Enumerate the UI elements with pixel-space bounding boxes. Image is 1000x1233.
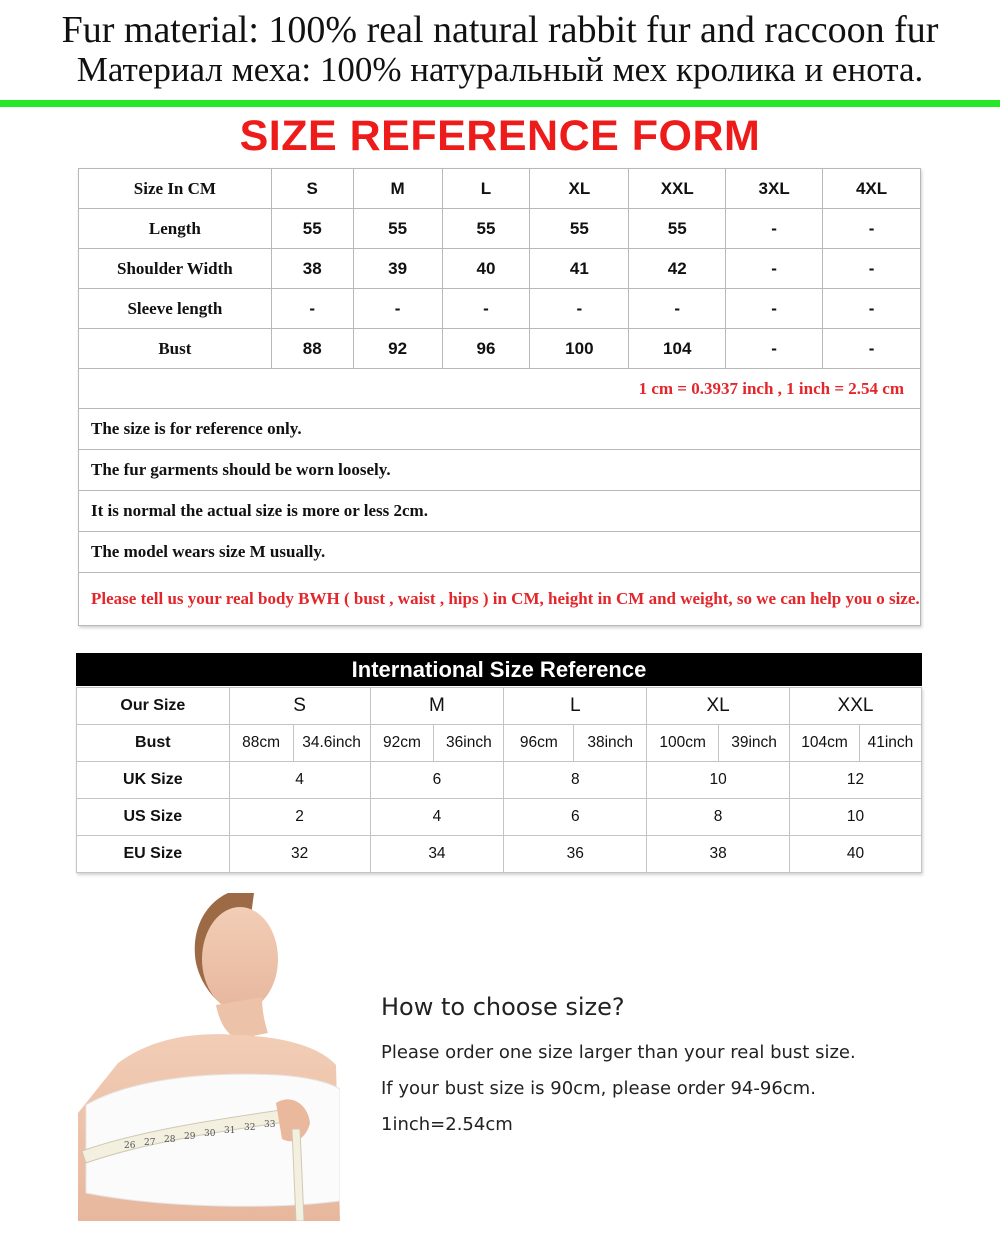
howto-line: If your bust size is 90cm, please order 94-96cm. [381, 1078, 816, 1099]
tape-number: 33 [264, 1120, 276, 1130]
row-label: Bust [77, 725, 230, 762]
table-cell: 41inch [859, 725, 921, 762]
table-cell: - [726, 329, 823, 369]
international-size-title: International Size Reference [76, 653, 922, 686]
table-cell: 96 [442, 329, 530, 369]
table-cell: 38 [647, 836, 790, 873]
table-cell: - [726, 209, 823, 249]
table-cell: 34.6inch [293, 725, 370, 762]
table-cell: 55 [271, 209, 353, 249]
row-label: Length [79, 209, 272, 249]
size-reference-title: SIZE REFERENCE FORM [239, 112, 761, 160]
table-cell: 42 [629, 249, 726, 289]
tape-number: 27 [144, 1138, 156, 1148]
how-to-choose-size [381, 993, 856, 1143]
note-worn-loosely: The fur garments should be worn loosely. [79, 450, 921, 491]
table-cell: 36 [504, 836, 647, 873]
howto-line: Please order one size larger than your real bust size. [381, 1042, 856, 1063]
table-cell: - [823, 289, 921, 329]
material-line-russian: Материал меха: 100% натуральный мех кролика и енота. [76, 50, 924, 89]
table-cell: 12 [790, 762, 922, 799]
table-header-row [79, 169, 921, 209]
table-cell: 88cm [229, 725, 293, 762]
table-cell: 6 [370, 762, 504, 799]
table-cell: - [823, 209, 921, 249]
intl-size-l: L [504, 688, 647, 725]
table-cell: 104 [629, 329, 726, 369]
table-cell: 55 [629, 209, 726, 249]
header-size-m: M [353, 169, 442, 209]
note-row [79, 532, 921, 573]
conversion-row [79, 369, 921, 409]
table-cell: - [442, 289, 530, 329]
note-row [79, 491, 921, 532]
intl-size-s: S [229, 688, 370, 725]
table-cell: - [629, 289, 726, 329]
note-measurement-request: Please tell us your real body BWH ( bust , waist , hips ) in CM, height in CM and weight, so we can help you o size. [79, 573, 921, 626]
intl-us-row [77, 799, 922, 836]
row-label: Shoulder Width [79, 249, 272, 289]
intl-header-row [77, 688, 922, 725]
table-cell: - [271, 289, 353, 329]
tape-number: 31 [224, 1126, 236, 1136]
howto-line: 1inch=2.54cm [381, 1114, 513, 1135]
table-cell: 38inch [574, 725, 647, 762]
table-cell: 40 [790, 836, 922, 873]
table-cell: 32 [229, 836, 370, 873]
table-cell: - [353, 289, 442, 329]
material-line-english: Fur material: 100% real natural rabbit fur and raccoon fur [61, 9, 939, 51]
bust-measurement-photo [78, 893, 340, 1221]
row-label: EU Size [77, 836, 230, 873]
table-cell: 4 [229, 762, 370, 799]
table-cell: 10 [647, 762, 790, 799]
fur-material-header [0, 0, 1000, 90]
note-size-tolerance: It is normal the actual size is more or less 2cm. [79, 491, 921, 532]
table-cell: 6 [504, 799, 647, 836]
howto-title: How to choose size? [381, 993, 625, 1021]
table-cell: 38 [271, 249, 353, 289]
row-label: Bust [79, 329, 272, 369]
unit-conversion-note: 1 cm = 0.3937 inch , 1 inch = 2.54 cm [79, 369, 921, 409]
table-cell: 10 [790, 799, 922, 836]
table-cell: 55 [353, 209, 442, 249]
table-cell: - [726, 289, 823, 329]
header-size-in-cm: Size In CM [79, 169, 272, 209]
table-cell: 96cm [504, 725, 574, 762]
intl-size-m: M [370, 688, 504, 725]
table-cell: 92cm [370, 725, 434, 762]
table-cell: 40 [442, 249, 530, 289]
header-size-l: L [442, 169, 530, 209]
table-cell: - [530, 289, 629, 329]
table-cell: 8 [504, 762, 647, 799]
intl-bust-row [77, 725, 922, 762]
note-reference-only: The size is for reference only. [79, 409, 921, 450]
table-cell: 2 [229, 799, 370, 836]
table-cell: 88 [271, 329, 353, 369]
row-label: US Size [77, 799, 230, 836]
tape-number: 29 [184, 1132, 196, 1142]
table-cell: 34 [370, 836, 504, 873]
table-cell: 39 [353, 249, 442, 289]
header-size-xxl: XXL [629, 169, 726, 209]
face-shape [202, 907, 278, 1011]
green-divider [0, 100, 1000, 107]
intl-uk-row [77, 762, 922, 799]
note-row [79, 409, 921, 450]
table-row-shoulder-width [79, 249, 921, 289]
header-size-3xl: 3XL [726, 169, 823, 209]
table-cell: 55 [442, 209, 530, 249]
table-cell: 55 [530, 209, 629, 249]
table-cell: - [726, 249, 823, 289]
note-row [79, 450, 921, 491]
table-cell: 4 [370, 799, 504, 836]
our-size-label: Our Size [77, 688, 230, 725]
row-label: Sleeve length [79, 289, 272, 329]
size-reference-table [78, 168, 921, 626]
intl-size-xxl: XXL [790, 688, 922, 725]
table-cell: 104cm [790, 725, 860, 762]
table-cell: 100cm [647, 725, 719, 762]
intl-size-xl: XL [647, 688, 790, 725]
header-size-xl: XL [530, 169, 629, 209]
table-cell: 8 [647, 799, 790, 836]
header-size-4xl: 4XL [823, 169, 921, 209]
table-cell: - [823, 249, 921, 289]
table-row-length [79, 209, 921, 249]
table-cell: 92 [353, 329, 442, 369]
table-cell: 39inch [719, 725, 790, 762]
table-cell: - [823, 329, 921, 369]
tape-number: 28 [164, 1135, 176, 1145]
note-row [79, 573, 921, 626]
tape-number: 26 [124, 1141, 136, 1151]
row-label: UK Size [77, 762, 230, 799]
note-model-size: The model wears size M usually. [79, 532, 921, 573]
table-row-sleeve-length [79, 289, 921, 329]
tape-number: 30 [204, 1129, 216, 1139]
table-row-bust [79, 329, 921, 369]
table-cell: 36inch [434, 725, 504, 762]
table-cell: 41 [530, 249, 629, 289]
header-size-s: S [271, 169, 353, 209]
international-size-table [76, 687, 922, 873]
intl-eu-row [77, 836, 922, 873]
table-cell: 100 [530, 329, 629, 369]
tape-number: 32 [244, 1123, 256, 1133]
